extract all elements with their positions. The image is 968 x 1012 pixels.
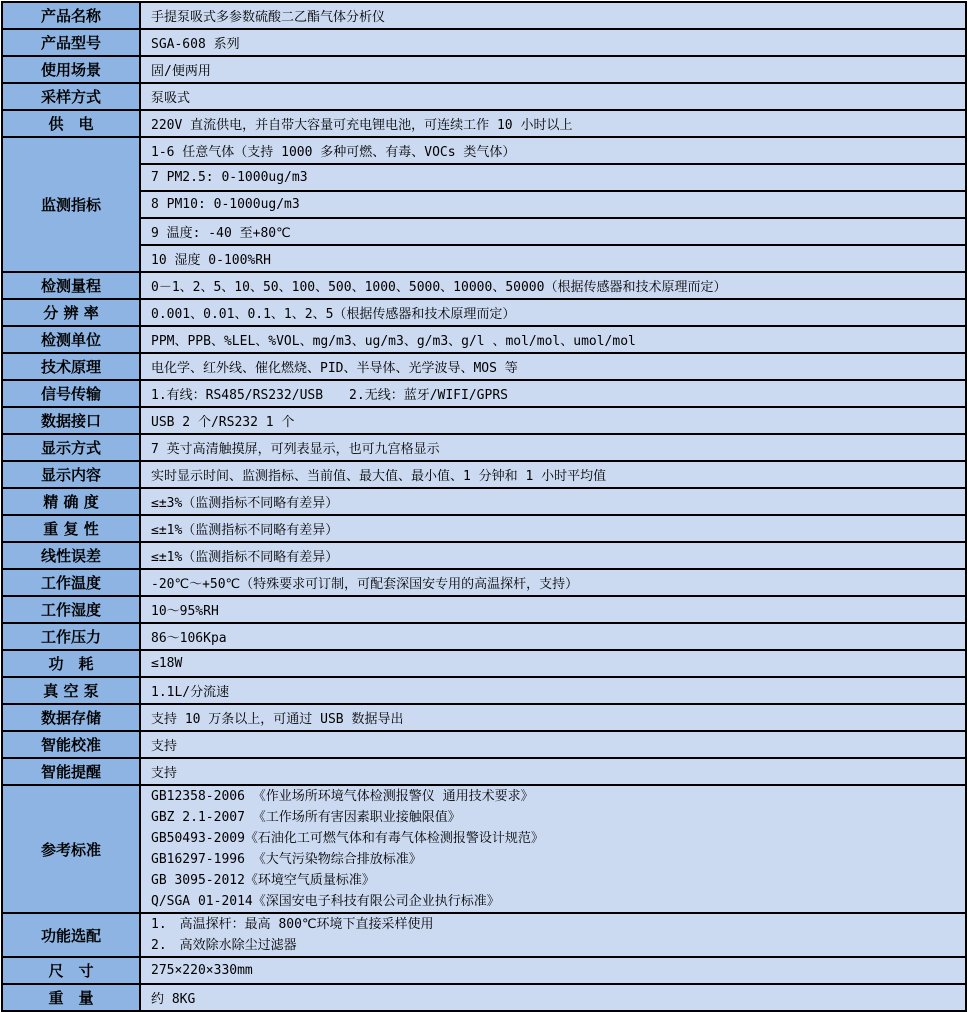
spec-row — [2, 488, 966, 515]
spec-value: 9 温度: -40 至+80℃ — [140, 218, 966, 245]
spec-row — [2, 785, 966, 913]
spec-label: 工作压力 — [2, 623, 140, 650]
spec-row — [2, 2, 966, 29]
spec-value: 10 湿度 0-100%RH — [140, 245, 966, 272]
spec-label: 功 耗 — [2, 650, 140, 677]
spec-row — [2, 56, 966, 83]
spec-row — [2, 542, 966, 569]
spec-value: 7 PM2.5: 0-1000ug/m3 — [140, 164, 966, 191]
spec-row — [2, 299, 966, 326]
spec-subrow — [2, 137, 966, 164]
spec-label: 智能校准 — [2, 731, 140, 758]
spec-value: 275×220×330mm — [140, 957, 966, 984]
spec-value: 0－1、2、5、10、50、100、500、1000、5000、10000、50000（根据传感器和技术原理而定） — [140, 272, 966, 299]
spec-value: 220V 直流供电，并自带大容量可充电锂电池，可连续工作 10 小时以上 — [140, 110, 966, 137]
spec-label: 功能选配 — [2, 913, 140, 957]
spec-row — [2, 984, 966, 1011]
spec-label: 使用场景 — [2, 56, 140, 83]
spec-row — [2, 434, 966, 461]
spec-subrow — [2, 191, 966, 218]
spec-label: 监测指标 — [2, 137, 140, 272]
spec-label: 重 量 — [2, 984, 140, 1011]
spec-value-line: GBZ 2.1-2007 《工作场所有害因素职业接触限值》 — [151, 810, 461, 825]
spec-row — [2, 83, 966, 110]
spec-label: 智能提醒 — [2, 758, 140, 785]
spec-value-line: GB16297-1996 《大气污染物综合排放标准》 — [151, 852, 422, 867]
spec-row — [2, 272, 966, 299]
spec-value: 1.1L/分流速 — [140, 677, 966, 704]
spec-value: 手提泵吸式多参数硫酸二乙酯气体分析仪 — [140, 2, 966, 29]
spec-value-line: GB50493-2009《石油化工可燃气体和有毒气体检测报警设计规范》 — [151, 831, 544, 846]
spec-label: 技术原理 — [2, 353, 140, 380]
spec-label: 显示方式 — [2, 434, 140, 461]
spec-value: -20℃～+50℃（特殊要求可订制，可配套深国安专用的高温探杆，支持） — [140, 569, 966, 596]
spec-row — [2, 569, 966, 596]
spec-value: 实时显示时间、监测指标、当前值、最大值、最小值、1 分钟和 1 小时平均值 — [140, 461, 966, 488]
spec-label: 数据接口 — [2, 407, 140, 434]
spec-row — [2, 623, 966, 650]
spec-table — [1, 1, 967, 1012]
spec-value: 支持 10 万条以上，可通过 USB 数据导出 — [140, 704, 966, 731]
spec-value: 支持 — [140, 731, 966, 758]
spec-row — [2, 731, 966, 758]
spec-value-line: GB 3095-2012《环境空气质量标准》 — [151, 873, 375, 888]
spec-label: 采样方式 — [2, 83, 140, 110]
spec-row — [2, 704, 966, 731]
spec-label: 精 确 度 — [2, 488, 140, 515]
spec-label: 线性误差 — [2, 542, 140, 569]
spec-value-line: 2. 高效除水除尘过滤器 — [151, 938, 297, 953]
spec-label: 数据存储 — [2, 704, 140, 731]
spec-row — [2, 677, 966, 704]
spec-value: ≤±3%（监测指标不同略有差异） — [140, 488, 966, 515]
spec-label: 检测量程 — [2, 272, 140, 299]
spec-value: 8 PM10: 0-1000ug/m3 — [140, 191, 966, 218]
spec-value: 86～106Kpa — [140, 623, 966, 650]
spec-value: PPM、PPB、%LEL、%VOL、mg/m3、ug/m3、g/m3、g/l 、mol/mol、umol/mol — [140, 326, 966, 353]
spec-subrow — [2, 218, 966, 245]
spec-value: 固/便两用 — [140, 56, 966, 83]
spec-row — [2, 326, 966, 353]
spec-row — [2, 380, 966, 407]
spec-row — [2, 650, 966, 677]
spec-value: 泵吸式 — [140, 83, 966, 110]
spec-row — [2, 110, 966, 137]
spec-label: 重 复 性 — [2, 515, 140, 542]
spec-label: 信号传输 — [2, 380, 140, 407]
spec-value: 10～95%RH — [140, 596, 966, 623]
spec-value: 电化学、红外线、催化燃烧、PID、半导体、光学波导、MOS 等 — [140, 353, 966, 380]
spec-label: 参考标准 — [2, 785, 140, 913]
spec-value: USB 2 个/RS232 1 个 — [140, 407, 966, 434]
spec-subrow — [2, 245, 966, 272]
spec-row — [2, 515, 966, 542]
spec-label: 尺 寸 — [2, 957, 140, 984]
spec-label: 工作温度 — [2, 569, 140, 596]
spec-value-line: 1. 高温探杆：最高 800℃环境下直接采样使用 — [151, 917, 434, 932]
spec-value-line: GB12358-2006 《作业场所环境气体检测报警仪 通用技术要求》 — [151, 789, 534, 804]
spec-value: SGA-608 系列 — [140, 29, 966, 56]
spec-row — [2, 29, 966, 56]
spec-subrow — [2, 164, 966, 191]
spec-row — [2, 407, 966, 434]
spec-label: 产品型号 — [2, 29, 140, 56]
spec-row — [2, 758, 966, 785]
spec-value: 支持 — [140, 758, 966, 785]
spec-value: ≤±1%（监测指标不同略有差异） — [140, 542, 966, 569]
spec-table-body — [2, 2, 966, 1011]
spec-label: 真 空 泵 — [2, 677, 140, 704]
spec-value: 1.有线：RS485/RS232/USB 2.无线：蓝牙/WIFI/GPRS — [140, 380, 966, 407]
spec-value: 0.001、0.01、0.1、1、2、5（根据传感器和技术原理而定） — [140, 299, 966, 326]
spec-value-line: Q/SGA 01-2014《深国安电子科技有限公司企业执行标准》 — [151, 894, 500, 909]
spec-row — [2, 596, 966, 623]
spec-row — [2, 957, 966, 984]
spec-value — [140, 913, 966, 957]
spec-label: 产品名称 — [2, 2, 140, 29]
spec-row — [2, 461, 966, 488]
spec-value: 1-6 任意气体（支持 1000 多种可燃、有毒、VOCs 类气体） — [140, 137, 966, 164]
spec-value: 7 英寸高清触摸屏，可列表显示，也可九宫格显示 — [140, 434, 966, 461]
spec-row — [2, 913, 966, 957]
spec-row — [2, 353, 966, 380]
spec-label: 显示内容 — [2, 461, 140, 488]
spec-label: 分 辨 率 — [2, 299, 140, 326]
spec-value: ≤±1%（监测指标不同略有差异） — [140, 515, 966, 542]
spec-value: ≤18W — [140, 650, 966, 677]
spec-value: 约 8KG — [140, 984, 966, 1011]
spec-label: 供 电 — [2, 110, 140, 137]
spec-label: 工作湿度 — [2, 596, 140, 623]
spec-value — [140, 785, 966, 913]
spec-label: 检测单位 — [2, 326, 140, 353]
